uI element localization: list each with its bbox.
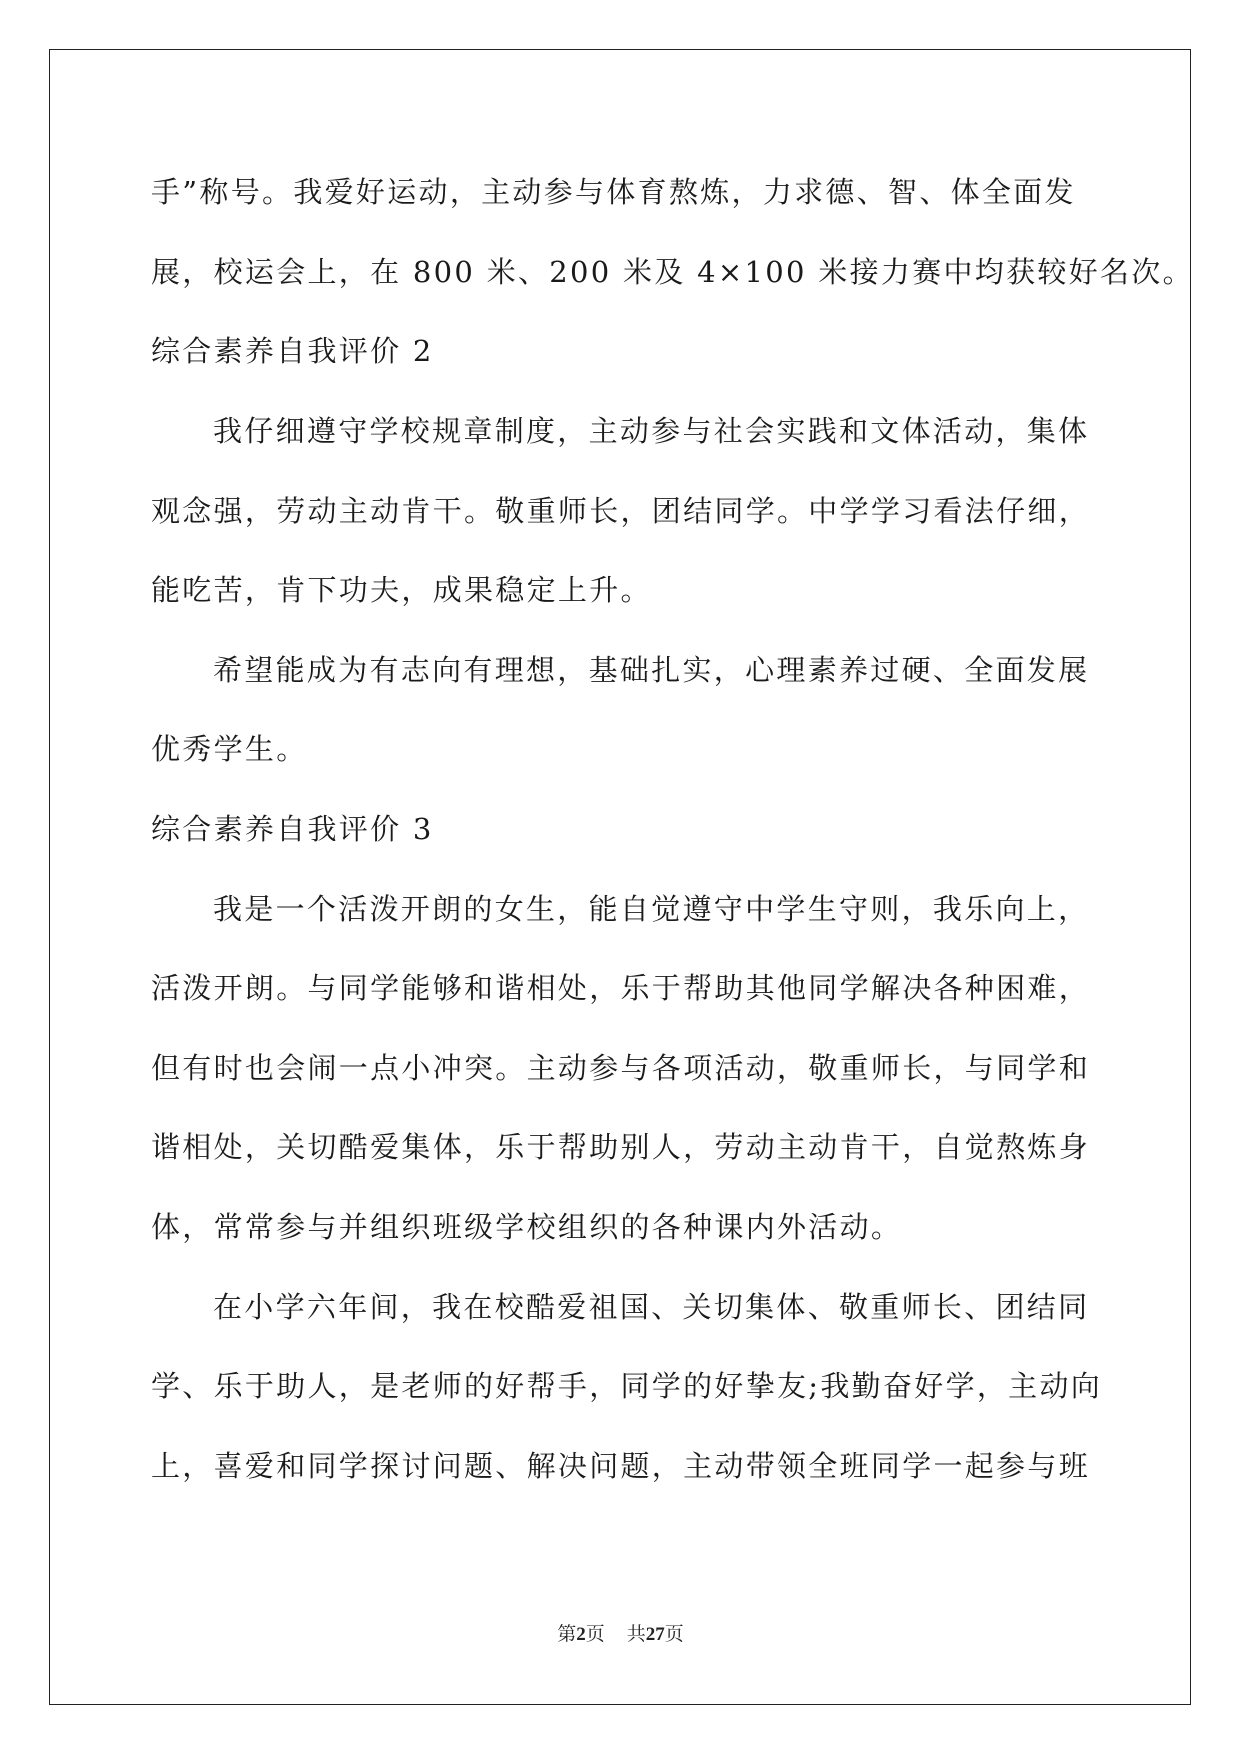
section-heading: 综合素养自我评价 2 [151, 334, 434, 368]
text-line: 优秀学生。 [151, 732, 308, 766]
total-pages: 27 [645, 1624, 665, 1645]
page-suffix: 页 [585, 1623, 605, 1645]
page-number: 2 [576, 1624, 586, 1645]
total-prefix: 共 [626, 1623, 646, 1645]
section-heading: 综合素养自我评价 3 [151, 812, 434, 846]
text-line: 在小学六年间，我在校酷爱祖国、关切集体、敬重师长、团结同 [213, 1290, 1090, 1324]
text-line: 观念强，劳动主动肯干。敬重师长，团结同学。中学学习看法仔细， [151, 494, 1091, 528]
page-footer [0, 1622, 1241, 1647]
text-line: 手”称号。我爱好运动，主动参与体育熬炼，力求德、智、体全面发 [151, 175, 1076, 209]
text-line: 我仔细遵守学校规章制度，主动参与社会实践和文体活动，集体 [213, 414, 1090, 448]
page-prefix: 第 [557, 1623, 577, 1645]
text-line: 我是一个活泼开朗的女生，能自觉遵守中学生守则，我乐向上， [213, 892, 1090, 926]
text-line: 上，喜爱和同学探讨问题、解决问题，主动带领全班同学一起参与班 [151, 1449, 1091, 1483]
text-line: 谐相处，关切酷爱集体，乐于帮助别人，劳动主动肯干，自觉熬炼身 [151, 1130, 1091, 1164]
total-suffix: 页 [664, 1623, 684, 1645]
text-line: 希望能成为有志向有理想，基础扎实，心理素养过硬、全面发展 [213, 653, 1090, 687]
text-line: 展，校运会上，在 800 米、200 米及 4×100 米接力赛中均获较好名次。 [151, 255, 1194, 289]
text-line: 学、乐于助人，是老师的好帮手，同学的好挚友;我勤奋好学，主动向 [151, 1369, 1103, 1403]
text-line: 能吃苦，肯下功夫，成果稳定上升。 [151, 573, 652, 607]
text-line: 活泼开朗。与同学能够和谐相处，乐于帮助其他同学解决各种困难， [151, 971, 1091, 1005]
text-line: 体，常常参与并组织班级学校组织的各种课内外活动。 [151, 1210, 903, 1244]
text-line: 但有时也会闹一点小冲突。主动参与各项活动，敬重师长，与同学和 [151, 1051, 1091, 1085]
